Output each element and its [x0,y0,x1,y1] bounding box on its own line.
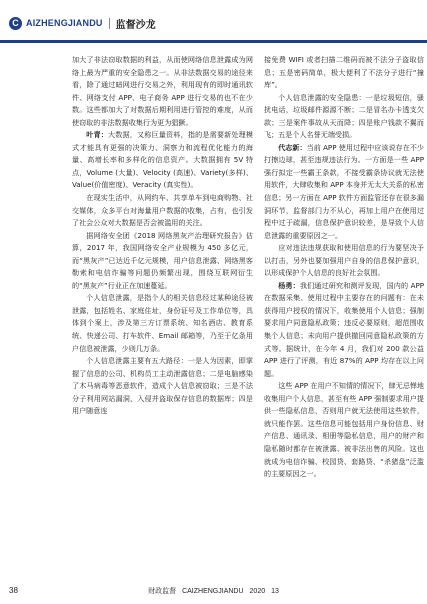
paragraph [72,292,253,355]
paragraph [72,54,253,129]
page-number: 38 [9,586,18,595]
footer-magazine-info [0,586,427,596]
paragraph [264,142,424,242]
speaker-name: 杨勇： [278,280,300,290]
brand-divider [109,18,110,29]
page-header [0,0,427,40]
paragraph-text: 个人信息泄露，是指个人的相关信息经过某种途径被泄露，包括姓名、家庭住址，身份证号及工作单位等，具体到个案上，涉及第三方订票系统、知名酒店、教育系统、快递公司、打车软件、Email 邮箱等，乃至于亿条用户信息被泄露，少则几万条。 [72,293,253,353]
header-rule [0,40,427,43]
article-column-left [72,54,253,418]
paragraph [264,54,424,92]
footer-issue: 13 [271,588,279,595]
paragraph [264,242,424,280]
page-footer [0,580,427,604]
brand-en: AIZHENGJIANDU [26,18,103,28]
speaker-name: 代志新： [278,142,307,152]
paragraph-text: 大数据，又称巨量资料，指的是需要新处理模式才能具有更强的决策力、洞察力和流程优化能力的海量、高增长率和多样化的信息资产。大数据拥有 5V 特点，Volume (大量)、Velocity (高速)、Variety(多样)、Value(价值密度)、Veracity (真实性)。 [72,130,253,190]
footer-magazine-en: CAIZHENGJIANDU [182,588,244,595]
paragraph-text: 个人信息泄露的安全隐患：一是垃圾短信，骚扰电话，垃圾邮件源源不断；二是冒名办卡透支欠款；三是案件事故从天而降；四是账户钱款不翼而飞；五是个人名誉无端受损。 [264,92,424,140]
paragraph-text: 个人信息泄露主要有五大路径：一是人为因素，即掌握了信息的公司、机构员工主动泄露信息；二是电脑感染了木马病毒等恶意软件，造成个人信息被窃取；三是不法分子利用网站漏洞，入侵并盗取保存信息的数据库；四是用户随意连 [72,356,253,416]
section-title: 监督沙龙 [115,19,156,31]
paragraph-text: 当前 APP 使用过程中应该说存在不少打擦边球，甚至违规违法行为。一方面是一些 APP 强行拟定一些霸王条款，不接受霸条协议就无法使用软件，大肆收集和 APP 本身并无太大关系的私密信息；另一方面在 APP 软件方面监管还存在很多漏洞环节，监督部门力不从心，再加上用户在使用过程中过于疏漏，信息保护意识较差，是导致个人信息泄露的重要原因之一。 [264,142,424,240]
footer-year: 2020 [249,588,266,595]
magazine-logo-icon: C [9,17,22,30]
paragraph-text: 加大了非法窃取数据的利益，从而使网络信息泄露成为网络上最为严重的安全隐患之一。从非法数据交易的途径来看，除了通过暗网进行交易之外，利用现有的即时通讯软件、网络支付 APP、电子商务 APP 进行交易的也不在少数。这些都加大了对数据后期利用进行管控的难度，从而使窃取的非法数据收集行为更为猖獗。 [72,55,253,127]
paragraph [72,230,253,293]
paragraph-text: 这些 APP 在用户不知情的情况下，肆无忌惮地收集用户个人信息，甚至有些 APP 强制要求用户提供一些隐私信息，否则用户就无法使用这些软件，就只能作罢。这些信息可能包括用户身份信息、财产信息、通讯录、相册等隐私信息，用户的财产和隐私随时都存在被泄露、被非法出售的风险。这也就成为电信诈骗、校园贷、套路贷、“杀猪盘”泛滥的主要原因之一。 [264,381,424,479]
paragraph-text: 据网络安全团《2018 网络黑灰产治理研究报告》估算，2017 年，我国网络安全产业规模为 450 多亿元，而“黑灰产”已达近千亿元规模，用户信息泄露、网络黑客勒索和电信诈骗等问题仍频繁出现，围绕互联网衍生的“黑灰产”行业正在加速蔓延。 [72,230,253,290]
brand [9,14,156,32]
footer-magazine-cn: 财政监督 [148,587,177,595]
paragraph-text: 接免费 WIFI 或者扫描二维码而被不法分子盗取信息；五是密码简单，极大便利了不法分子进行“撞库”。 [264,55,424,90]
paragraph-text: 在现实生活中，从网约车、共享单车到电商购物、社交媒体，众多平台对海量用户数据的收集，占有，也引发了社会公众对大数据是否会被滥用的关注。 [72,193,253,228]
paragraph [72,129,253,192]
paragraph-text: 应对违法违规获取和使用信息的行为要坚决予以打击，另外也要加强用户自身的信息保护意识，以形成保护个人信息的良好社会氛围。 [264,243,424,278]
paragraph [264,92,424,142]
paragraph [72,192,253,230]
article-column-right [264,54,424,481]
paragraph [264,280,424,380]
speaker-name: 叶青： [86,130,108,140]
paragraph [264,380,424,480]
paragraph [72,355,253,418]
paragraph-text: 我们通过研究和测评发现，国内的 APP 在数据采集、使用过程中主要存在的问题有：在未获得用户授权的情况下，收集使用个人信息；强制要求用户同意隐私政策；违反必要原则，超范围收集个人信息；未向用户提供撤回同意隐私政策的方式等。据统计，在今年 4 月，我们对 200 款公益 APP 进行了评测，有近 87%的 APP 均存在以上问题。 [264,280,424,378]
